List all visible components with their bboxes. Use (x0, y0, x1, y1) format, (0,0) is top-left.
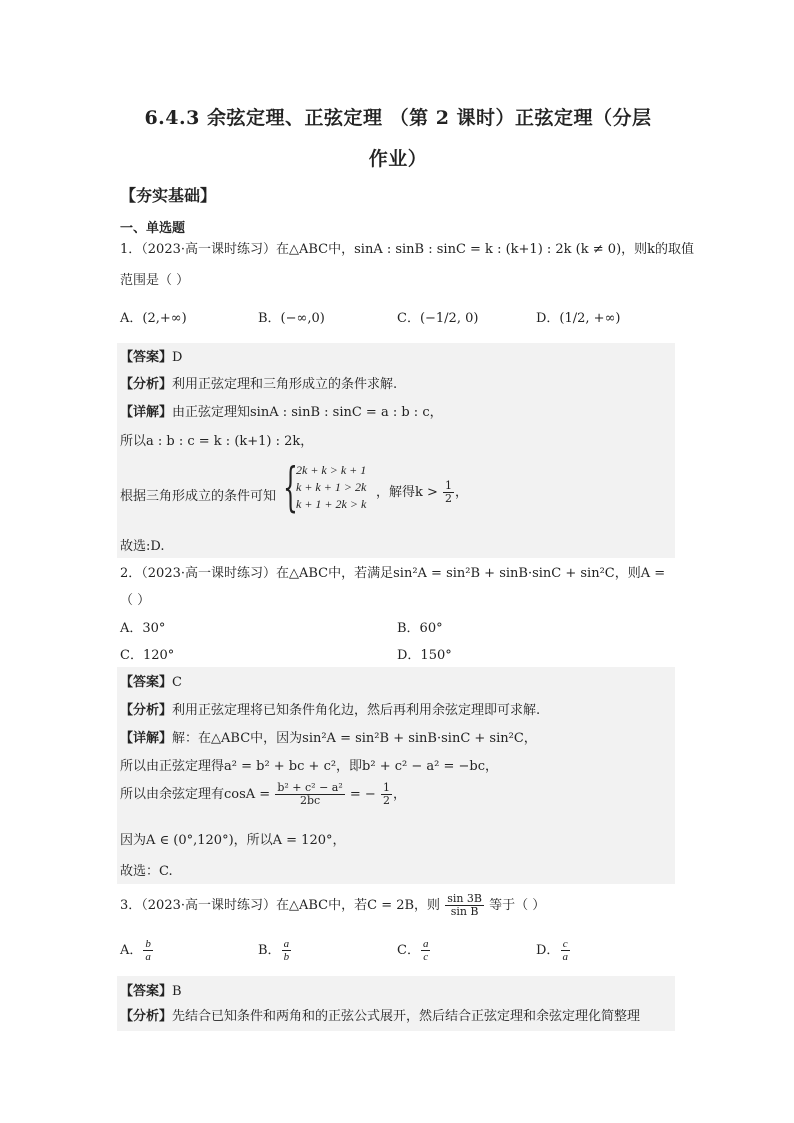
q2-detail-1 (120, 727, 537, 746)
q1-detail-2: 所以a : b : c = k : (k+1) : 2k， (120, 434, 314, 449)
q1-stem-line1: 1．（2023·高一课时练习）在△ABC中，sinA : sinB : sinC = k : (k+1) : 2k (k ≠ 0)，则k的取值 (120, 242, 695, 257)
q2-analysis (120, 699, 540, 718)
q1-answer (120, 346, 182, 365)
stem-text: 等于（ ） (489, 898, 546, 913)
numerator: sin 3B (447, 892, 483, 905)
q1-option-d: D．(1/2, +∞) (536, 311, 621, 326)
option-label: A． (120, 943, 143, 958)
numerator: 1 (382, 781, 390, 794)
q1-stem-line2: 范围是（ ） (120, 273, 190, 288)
analysis-tag: 【分析】 (120, 703, 173, 718)
option-label: B． (258, 943, 281, 958)
fraction (381, 782, 392, 807)
denominator: 2 (445, 492, 453, 505)
detail-text: 所以由余弦定理有cosA = (120, 787, 271, 802)
numerator: a (422, 938, 429, 950)
system-brace: { (283, 458, 298, 518)
fraction (560, 938, 570, 963)
q3-analysis (120, 1005, 640, 1024)
analysis-tag: 【分析】 (120, 377, 173, 392)
q1-option-a: A．(2,+∞) (120, 311, 187, 326)
fraction (443, 480, 454, 505)
section-heading: 【夯实基础】 (120, 186, 217, 205)
q2-option-d: D．150° (397, 648, 452, 663)
q2-answer (120, 671, 182, 690)
q2-option-b: B．60° (397, 621, 443, 636)
denominator: a (562, 951, 568, 963)
numerator: 1 (445, 479, 453, 492)
detail-text: = − (349, 787, 376, 802)
q1-detail-1 (120, 401, 443, 420)
q1-conclusion: 故选:D. (120, 539, 165, 554)
answer-value: D (172, 350, 183, 365)
detail-text: 由正弦定理知sinA : sinB : sinC = a : b : c， (172, 405, 443, 420)
analysis-text: 先结合已知条件和两角和的正弦公式展开，然后结合正弦定理和余弦定理化简整理 (172, 1009, 641, 1024)
fraction (421, 938, 431, 963)
answer-value: B (172, 984, 182, 999)
q2-stem-line1: 2．（2023·高一课时练习）在△ABC中，若满足sin²A = sin²B + sinB·sinC + sin²C，则A = (120, 566, 666, 581)
fraction (445, 893, 484, 918)
result-text: ，解得k > (376, 485, 438, 500)
option-label: C． (397, 943, 420, 958)
answer-tag: 【答案】 (120, 675, 173, 690)
option-label: D． (536, 943, 560, 958)
inequality-3: k + 1 + 2k > k (296, 497, 367, 511)
analysis-text: 利用正弦定理和三角形成立的条件求解. (172, 377, 398, 392)
q2-detail-2: 所以由正弦定理得a² = b² + bc + c²，即b² + c² − a² = −bc， (120, 759, 499, 774)
denominator: b (283, 951, 290, 963)
page-title (120, 98, 676, 180)
denominator: sin B (450, 905, 479, 918)
q2-conclusion: 故选：C. (120, 864, 173, 879)
numerator: b² + c² − a² (277, 781, 343, 794)
q3-option-b (258, 938, 292, 963)
denominator: 2bc (299, 794, 321, 807)
stem-text: 3．（2023·高一课时练习）在△ABC中，若C = 2B，则 (120, 898, 441, 913)
subsection-heading: 一、单选题 (120, 221, 186, 236)
fraction (143, 938, 153, 963)
numerator: c (562, 938, 568, 950)
q1-detail-3-prefix: 根据三角形成立的条件可知 (120, 489, 277, 504)
answer-value: C (172, 675, 182, 690)
analysis-tag: 【分析】 (120, 1009, 173, 1024)
q3-option-d (536, 938, 571, 963)
denominator: a (145, 951, 151, 963)
numerator: b (145, 938, 151, 950)
numerator: a (283, 938, 290, 950)
q1-analysis (120, 373, 397, 392)
q2-detail-4: 因为A ∈ (0°,120°)，所以A = 120°， (120, 833, 346, 848)
denominator: c (423, 951, 429, 963)
q2-stem-line2: （ ） (120, 593, 151, 608)
title-line-2: 作业） (368, 148, 428, 170)
q1-inequality-system (296, 462, 366, 513)
fraction (282, 938, 292, 963)
analysis-text: 利用正弦定理将已知条件角化边，然后再利用余弦定理即可求解. (172, 703, 541, 718)
punct: ， (455, 485, 469, 500)
denominator: 2 (382, 794, 390, 807)
q1-option-c: C．(−1/2, 0) (397, 311, 479, 326)
q3-option-c (397, 938, 431, 963)
detail-tag: 【详解】 (120, 405, 173, 420)
detail-tag: 【详解】 (120, 731, 173, 746)
q3-option-a (120, 938, 154, 963)
q2-detail-3 (120, 782, 406, 807)
q2-option-c: C．120° (120, 648, 175, 663)
punct: ， (392, 787, 406, 802)
fraction (275, 782, 344, 807)
detail-text: 解：在△ABC中，因为sin²A = sin²B + sinB·sinC + sin²C， (172, 731, 537, 746)
q2-option-a: A．30° (120, 621, 166, 636)
answer-tag: 【答案】 (120, 350, 173, 365)
title-line-1: 6.4.3 余弦定理、正弦定理 （第 2 课时）正弦定理（分层 (144, 107, 652, 129)
q3-stem (120, 893, 545, 918)
answer-tag: 【答案】 (120, 984, 173, 999)
q1-detail-3-result (376, 480, 468, 505)
inequality-1: 2k + k > k + 1 (296, 463, 367, 477)
q3-answer (120, 980, 182, 999)
inequality-2: k + k + 1 > 2k (296, 480, 367, 494)
q1-option-b: B．(−∞,0) (258, 311, 325, 326)
